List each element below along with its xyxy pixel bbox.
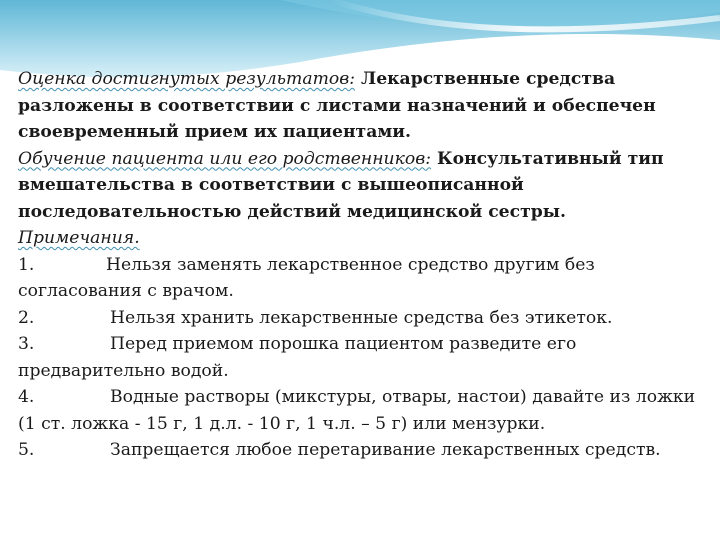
list-item xyxy=(18,305,714,332)
notes-heading-line xyxy=(18,225,714,252)
assessment-heading: Оценка достигнутых результатов: xyxy=(18,69,356,89)
list-item xyxy=(18,437,714,464)
list-item-text: Нельзя хранить лекарственные средства без этикеток. xyxy=(110,307,613,328)
education-paragraph xyxy=(18,146,714,226)
list-item-number: 1. xyxy=(18,254,35,275)
list-item-number: 4. xyxy=(18,387,35,407)
list-item-text: Запрещается любое перетаривание лекарственных средств. xyxy=(110,440,661,460)
list-item-number: 3. xyxy=(18,334,35,354)
list-item-text: Перед приемом порошка пациентом разведите его предварительно водой. xyxy=(18,334,577,381)
assessment-text: Лекарственные средства разложены в соответствии с листами назначений и обеспечен своевременный прием их пациентами. xyxy=(18,69,656,142)
list-item xyxy=(18,384,714,437)
list-item-number: 2. xyxy=(18,307,35,328)
list-item-number: 5. xyxy=(18,440,35,460)
list-item-text: Нельзя заменять лекарственное средство другим без согласования с врачом. xyxy=(18,254,595,301)
slide-content xyxy=(18,66,714,464)
education-text: Консультативный тип вмешательства в соответствии с вышеописанной последовательностью действий медицинской сестры. xyxy=(18,148,664,222)
list-item-text: Водные растворы (микстуры, отвары, настои) давайте из ложки (1 ст. ложка - 15 г, 1 д.л. - 10 г, 1 ч.л. – 5 г) или мензурки. xyxy=(18,387,696,434)
education-heading: Обучение пациента или его родственников: xyxy=(18,148,431,169)
list-item xyxy=(18,331,714,384)
assessment-paragraph xyxy=(18,66,714,146)
notes-heading: Примечания. xyxy=(18,228,140,248)
list-item xyxy=(18,252,714,305)
